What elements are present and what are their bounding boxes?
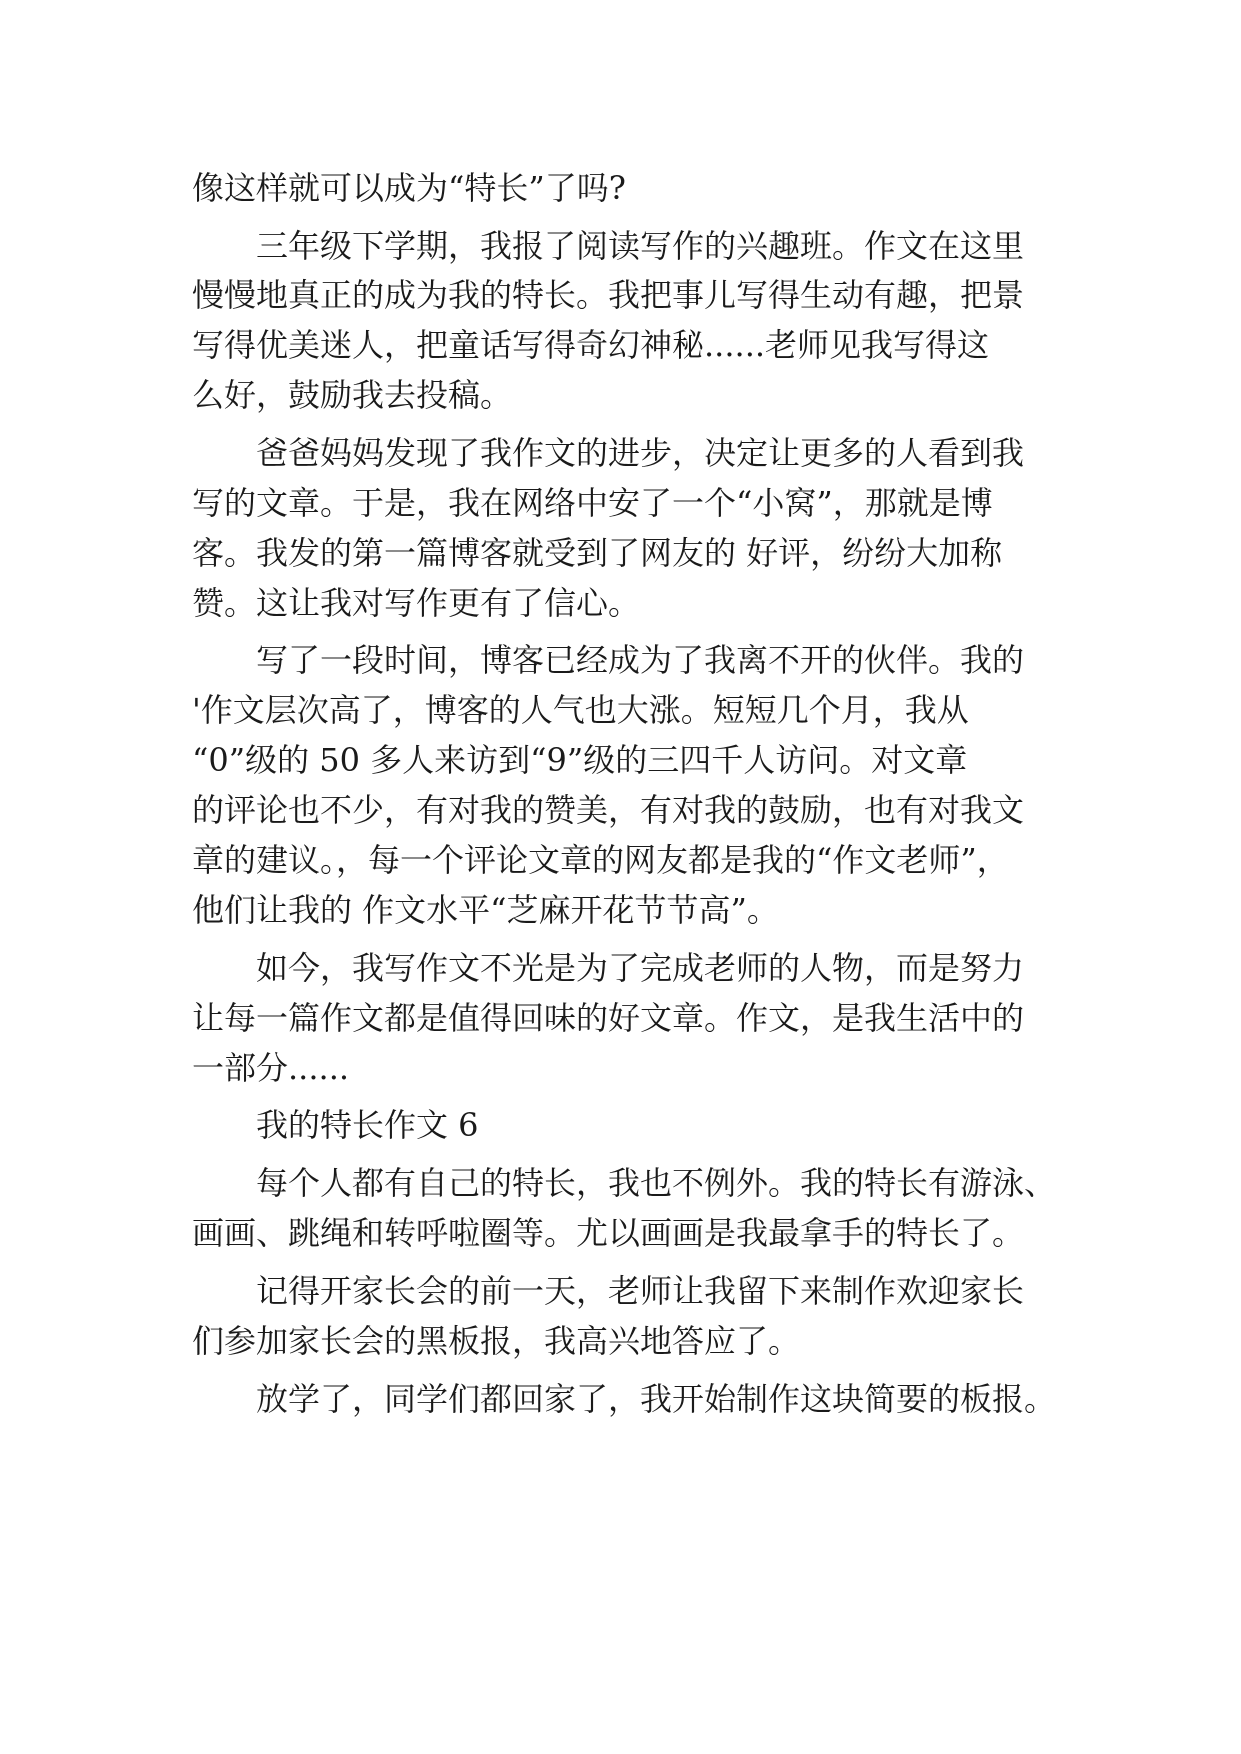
text-line: 一部分...... [192, 1049, 350, 1087]
text-line: 每个人都有自己的特长，我也不例外。我的特长有游泳、 [256, 1164, 1057, 1202]
text-line: 写得优美迷人，把童话写得奇幻神秘......老师见我写得这 [192, 326, 990, 364]
text-line: “0”级的 50 多人来访到“9”级的三四千人访问。对文章 [192, 741, 968, 779]
text-line: 如今，我写作文不光是为了完成老师的人物，而是努力 [256, 949, 1025, 987]
text-line: 画画、跳绳和转呼啦圈等。尤以画画是我最拿手的特长了。 [192, 1214, 1025, 1252]
section-heading: 我的特长作文 6 [256, 1106, 479, 1144]
text-line: 他们让我的 作文水平“芝麻开花节节高”。 [192, 891, 779, 929]
text-line: 爸爸妈妈发现了我作文的进步，决定让更多的人看到我 [256, 434, 1025, 472]
text-line: 赞。这让我对写作更有了信心。 [192, 584, 641, 622]
text-line: 慢慢地真正的成为我的特长。我把事儿写得生动有趣，把景 [192, 276, 1025, 314]
text-line: 放学了，同学们都回家了，我开始制作这块简要的板报。 [256, 1380, 1057, 1418]
text-line: 的评论也不少，有对我的赞美，有对我的鼓励，也有对我文 [192, 791, 1025, 829]
text-line: 写了一段时间，博客已经成为了我离不开的伙伴。我的 [256, 641, 1025, 679]
text-line: '作文层次高了，博客的人气也大涨。短短几个月，我从 [192, 691, 969, 729]
text-line: 章的建议。，每一个评论文章的网友都是我的“作文老师”， [192, 841, 1009, 879]
text-line: 三年级下学期，我报了阅读写作的兴趣班。作文在这里 [256, 227, 1025, 265]
text-line: 记得开家长会的前一天，老师让我留下来制作欢迎家长 [256, 1272, 1025, 1310]
text-line: 像这样就可以成为“特长”了吗? [192, 169, 626, 207]
text-line: 写的文章。于是，我在网络中安了一个“小窝”，那就是博 [192, 484, 993, 522]
text-line: 客。我发的第一篇博客就受到了网友的 好评，纷纷大加称 [192, 534, 1003, 572]
text-line: 们参加家长会的黑板报，我高兴地答应了。 [192, 1322, 801, 1360]
text-line: 让每一篇作文都是值得回味的好文章。作文，是我生活中的 [192, 999, 1025, 1037]
text-line: 么好，鼓励我去投稿。 [192, 376, 513, 414]
